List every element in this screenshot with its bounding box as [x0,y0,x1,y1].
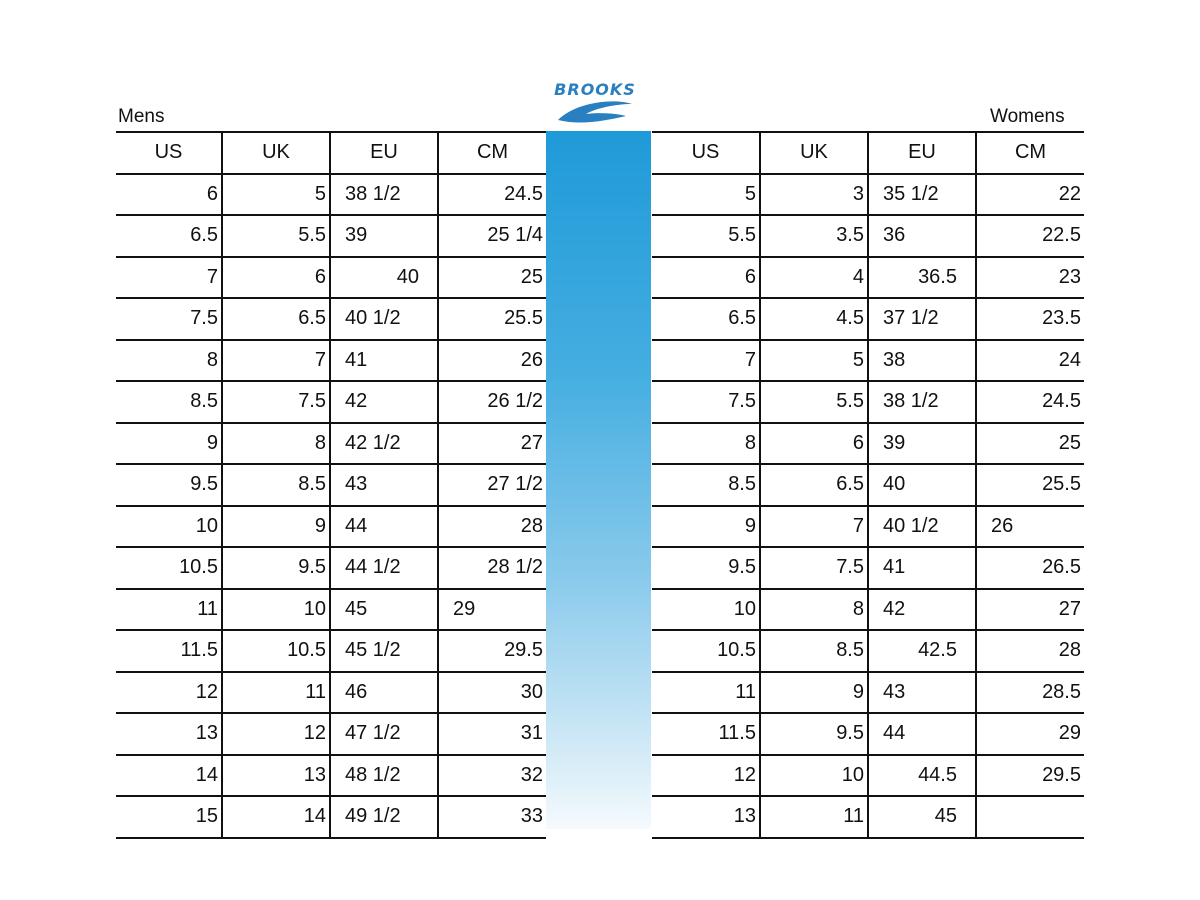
mens-cell-eu: 40 1/2 [330,298,438,340]
mens-cell-cm: 29.5 [438,630,546,672]
womens-cell-us: 9.5 [652,547,760,589]
mens-header-cm: CM [438,132,546,174]
logo-swoosh-icon [556,98,634,128]
womens-cell-uk: 5.5 [760,381,868,423]
mens-cell-eu: 43 [330,464,438,506]
mens-cell-cm: 28 1/2 [438,547,546,589]
mens-cell-eu: 49 1/2 [330,796,438,838]
womens-header-uk: UK [760,132,868,174]
mens-cell-cm: 25 [438,257,546,299]
mens-cell-uk: 11 [222,672,330,714]
mens-cell-cm: 27 [438,423,546,465]
mens-cell-us: 10 [116,506,222,548]
womens-cell-uk: 6.5 [760,464,868,506]
table-row [652,672,1084,714]
womens-cell-eu: 36.5 [868,257,976,299]
mens-cell-cm: 25.5 [438,298,546,340]
mens-cell-cm: 30 [438,672,546,714]
center-gradient-bar [546,131,651,829]
womens-cell-us: 6 [652,257,760,299]
mens-cell-cm: 31 [438,713,546,755]
womens-cell-eu: 38 [868,340,976,382]
mens-cell-eu: 47 1/2 [330,713,438,755]
womens-cell-cm: 29.5 [976,755,1084,797]
table-row [652,630,1084,672]
mens-header-uk: UK [222,132,330,174]
table-row [116,506,546,548]
mens-cell-eu: 44 1/2 [330,547,438,589]
table-row [652,506,1084,548]
womens-cell-us: 10.5 [652,630,760,672]
mens-cell-uk: 8 [222,423,330,465]
womens-cell-eu: 37 1/2 [868,298,976,340]
womens-cell-eu: 38 1/2 [868,381,976,423]
mens-cell-uk: 13 [222,755,330,797]
mens-cell-uk: 12 [222,713,330,755]
womens-cell-cm: 24 [976,340,1084,382]
table-row [652,796,1084,838]
womens-cell-us: 9 [652,506,760,548]
mens-cell-uk: 7.5 [222,381,330,423]
table-row [652,215,1084,257]
mens-cell-us: 10.5 [116,547,222,589]
mens-cell-eu: 41 [330,340,438,382]
mens-cell-cm: 26 1/2 [438,381,546,423]
womens-cell-cm: 28.5 [976,672,1084,714]
mens-cell-us: 12 [116,672,222,714]
table-row [652,713,1084,755]
womens-cell-us: 5 [652,174,760,216]
womens-cell-eu: 44 [868,713,976,755]
womens-cell-uk: 3.5 [760,215,868,257]
womens-cell-us: 6.5 [652,298,760,340]
table-row [116,464,546,506]
mens-cell-eu: 48 1/2 [330,755,438,797]
womens-cell-cm: 24.5 [976,381,1084,423]
womens-cell-eu: 43 [868,672,976,714]
womens-cell-us: 12 [652,755,760,797]
womens-cell-eu: 40 [868,464,976,506]
table-row [116,630,546,672]
mens-cell-cm: 33 [438,796,546,838]
mens-cell-us: 13 [116,713,222,755]
table-row [652,423,1084,465]
mens-header-eu: EU [330,132,438,174]
womens-size-table [652,131,1084,839]
womens-cell-eu: 35 1/2 [868,174,976,216]
womens-cell-us: 11 [652,672,760,714]
mens-cell-uk: 8.5 [222,464,330,506]
womens-cell-uk: 6 [760,423,868,465]
table-row [116,215,546,257]
table-row [652,381,1084,423]
mens-cell-cm: 26 [438,340,546,382]
mens-label: Mens [118,106,165,127]
mens-cell-us: 9.5 [116,464,222,506]
womens-cell-cm: 25.5 [976,464,1084,506]
table-row [652,340,1084,382]
mens-cell-uk: 14 [222,796,330,838]
mens-cell-cm: 28 [438,506,546,548]
brooks-logo [528,76,662,132]
womens-cell-cm: 28 [976,630,1084,672]
mens-size-table [116,131,546,839]
womens-cell-uk: 5 [760,340,868,382]
table-row [116,257,546,299]
mens-cell-uk: 6.5 [222,298,330,340]
womens-cell-cm: 23 [976,257,1084,299]
womens-cell-cm: 22.5 [976,215,1084,257]
womens-cell-us: 5.5 [652,215,760,257]
table-row [116,381,546,423]
mens-cell-us: 8 [116,340,222,382]
mens-cell-cm: 24.5 [438,174,546,216]
womens-cell-cm: 22 [976,174,1084,216]
logo-wordmark: BROOKS [554,80,636,99]
womens-cell-cm: 26.5 [976,547,1084,589]
mens-cell-us: 6.5 [116,215,222,257]
womens-cell-us: 11.5 [652,713,760,755]
womens-cell-us: 8 [652,423,760,465]
mens-cell-uk: 9 [222,506,330,548]
mens-cell-us: 7.5 [116,298,222,340]
table-row [652,174,1084,216]
mens-cell-uk: 9.5 [222,547,330,589]
mens-cell-us: 7 [116,257,222,299]
table-row [116,174,546,216]
table-row [116,796,546,838]
mens-cell-us: 14 [116,755,222,797]
mens-cell-uk: 6 [222,257,330,299]
womens-cell-us: 13 [652,796,760,838]
mens-cell-eu: 45 [330,589,438,631]
womens-cell-uk: 10 [760,755,868,797]
womens-cell-cm [976,796,1084,838]
womens-header-us: US [652,132,760,174]
table-row [652,547,1084,589]
womens-cell-uk: 7.5 [760,547,868,589]
mens-cell-us: 9 [116,423,222,465]
mens-cell-eu: 42 [330,381,438,423]
womens-cell-cm: 29 [976,713,1084,755]
womens-cell-uk: 8 [760,589,868,631]
table-row [652,257,1084,299]
womens-cell-eu: 42.5 [868,630,976,672]
mens-cell-cm: 27 1/2 [438,464,546,506]
womens-cell-us: 7.5 [652,381,760,423]
mens-cell-us: 15 [116,796,222,838]
womens-cell-uk: 9.5 [760,713,868,755]
table-row [116,672,546,714]
table-row [652,464,1084,506]
mens-cell-uk: 10 [222,589,330,631]
table-row [652,755,1084,797]
mens-cell-eu: 45 1/2 [330,630,438,672]
womens-cell-uk: 3 [760,174,868,216]
womens-cell-us: 10 [652,589,760,631]
womens-cell-uk: 9 [760,672,868,714]
table-row [116,340,546,382]
womens-cell-eu: 45 [868,796,976,838]
womens-cell-uk: 4.5 [760,298,868,340]
womens-cell-us: 7 [652,340,760,382]
mens-cell-cm: 25 1/4 [438,215,546,257]
womens-cell-uk: 4 [760,257,868,299]
womens-cell-eu: 41 [868,547,976,589]
womens-label: Womens [990,106,1065,127]
mens-cell-eu: 42 1/2 [330,423,438,465]
womens-cell-cm: 23.5 [976,298,1084,340]
mens-cell-us: 11.5 [116,630,222,672]
mens-cell-eu: 40 [330,257,438,299]
womens-cell-uk: 11 [760,796,868,838]
mens-cell-us: 11 [116,589,222,631]
mens-cell-eu: 46 [330,672,438,714]
mens-cell-eu: 39 [330,215,438,257]
womens-cell-eu: 44.5 [868,755,976,797]
womens-header-eu: EU [868,132,976,174]
womens-cell-cm: 26 [976,506,1084,548]
mens-cell-uk: 10.5 [222,630,330,672]
womens-cell-cm: 27 [976,589,1084,631]
mens-cell-cm: 32 [438,755,546,797]
womens-cell-eu: 39 [868,423,976,465]
table-row [652,589,1084,631]
mens-cell-uk: 7 [222,340,330,382]
table-row [652,298,1084,340]
womens-cell-eu: 42 [868,589,976,631]
womens-cell-us: 8.5 [652,464,760,506]
table-row [116,298,546,340]
womens-cell-eu: 40 1/2 [868,506,976,548]
mens-header-us: US [116,132,222,174]
womens-cell-uk: 8.5 [760,630,868,672]
table-row [116,547,546,589]
mens-cell-us: 8.5 [116,381,222,423]
womens-cell-eu: 36 [868,215,976,257]
table-row [116,755,546,797]
mens-cell-cm: 29 [438,589,546,631]
table-row [116,423,546,465]
mens-cell-us: 6 [116,174,222,216]
womens-cell-uk: 7 [760,506,868,548]
womens-header-cm: CM [976,132,1084,174]
mens-cell-uk: 5 [222,174,330,216]
table-row [116,589,546,631]
mens-cell-eu: 38 1/2 [330,174,438,216]
womens-cell-cm: 25 [976,423,1084,465]
mens-cell-eu: 44 [330,506,438,548]
table-row [116,713,546,755]
mens-cell-uk: 5.5 [222,215,330,257]
